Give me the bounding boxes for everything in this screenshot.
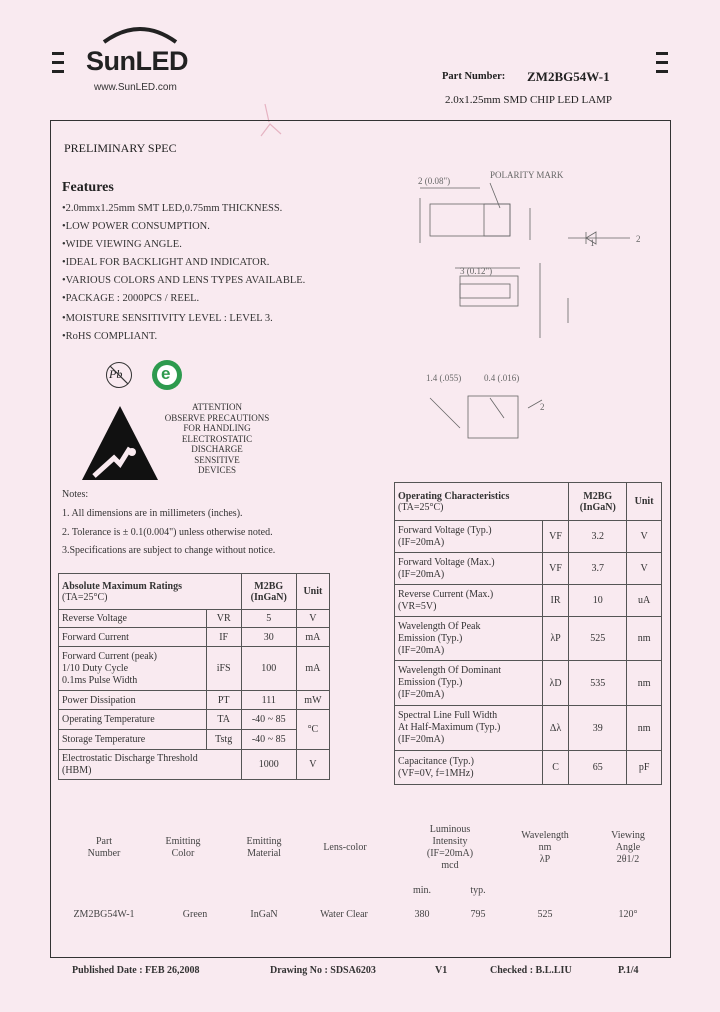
abs-max-col-m-sub: (InGaN) — [250, 591, 287, 603]
abs-max-condition: (TA=25°C) — [62, 591, 108, 603]
part-number: ZM2BG54W-1 — [527, 69, 610, 84]
dimension-label: 2 (0.08") — [418, 176, 451, 186]
value-cell: 1000 — [241, 750, 296, 780]
symbol-cell: iFS — [206, 647, 241, 691]
param-cell: Forward Voltage (Typ.) (IF=20mA) — [395, 521, 543, 553]
symbol-cell: λD — [542, 661, 569, 706]
value-cell: -40 ~ 85 — [241, 710, 296, 730]
symbol-cell: Tstg — [206, 730, 241, 750]
table-row — [395, 751, 662, 785]
features-heading: Features — [62, 180, 114, 195]
symbol-cell: TA — [206, 710, 241, 730]
table-row — [59, 730, 330, 750]
param-cell: Forward Voltage (Max.) (IF=20mA) — [395, 553, 543, 585]
abs-max-col-m — [241, 574, 296, 610]
feature-item: •IDEAL FOR BACKLIGHT AND INDICATOR. — [62, 257, 270, 268]
op-char-title: Operating Characteristics — [398, 490, 510, 502]
value-cell: 525 — [569, 617, 627, 661]
op-char-col-m — [569, 483, 627, 521]
symbol-cell: VF — [542, 553, 569, 585]
esd-line: DISCHARGE — [191, 444, 243, 454]
value-cell: 100 — [241, 647, 296, 691]
operating-characteristics-table — [394, 482, 662, 785]
table-row — [59, 647, 330, 691]
unit-cell: nm — [627, 617, 662, 661]
param-cell: Wavelength Of Peak Emission (Typ.) (IF=20mA) — [395, 617, 543, 661]
table-row — [395, 553, 662, 585]
logo-arc-icon — [100, 22, 180, 44]
param-cell: Storage Temperature — [59, 730, 207, 750]
param-cell: Reverse Voltage — [59, 610, 207, 628]
part-col-header: Part Number — [87, 836, 121, 859]
part-cell: Water Clear — [320, 909, 368, 920]
esd-line: FOR HANDLING — [183, 423, 251, 433]
symbol-cell: IF — [206, 628, 241, 647]
unit-cell: °C — [296, 710, 329, 750]
unit-cell: mA — [296, 628, 329, 647]
param-cell: Reverse Current (Max.) (VR=5V) — [395, 585, 543, 617]
symbol-cell: IR — [542, 585, 569, 617]
package-drawing — [400, 168, 660, 448]
luminous-min-label: min. — [412, 885, 432, 896]
version: V1 — [435, 965, 448, 976]
part-col-header: Viewing Angle 2θ1/2 — [611, 830, 645, 865]
polarity-mark-label: POLARITY MARK — [490, 170, 564, 180]
website-url: www.SunLED.com — [94, 82, 177, 93]
op-char-title-cell — [395, 483, 569, 521]
feature-item: •MOISTURE SENSITIVITY LEVEL : LEVEL 3. — [62, 313, 273, 324]
param-cell: Forward Current (peak) 1/10 Duty Cycle 0.1ms Pulse Width — [59, 647, 207, 691]
unit-cell: uA — [627, 585, 662, 617]
symbol-cell: PT — [206, 691, 241, 710]
part-col-header: Emitting Color — [165, 836, 201, 859]
feature-item: •VARIOUS COLORS AND LENS TYPES AVAILABLE. — [62, 275, 306, 286]
esd-line: ATTENTION — [192, 402, 242, 412]
esd-line: SENSITIVE — [194, 454, 240, 465]
feature-item: •RoHS COMPLIANT. — [62, 331, 158, 342]
param-cell: Electrostatic Discharge Threshold (HBM) — [59, 750, 242, 780]
absolute-max-table — [58, 573, 330, 780]
esd-warning-icon — [80, 402, 160, 482]
value-cell: 535 — [569, 661, 627, 706]
part-number-label: Part Number: — [442, 71, 506, 82]
op-char-col-unit: Unit — [627, 483, 662, 521]
value-cell: 111 — [241, 691, 296, 710]
value-cell: 5 — [241, 610, 296, 628]
feature-item: •LOW POWER CONSUMPTION. — [62, 221, 210, 232]
notes-heading: Notes: — [62, 489, 89, 500]
svg-text:2: 2 — [540, 402, 545, 412]
symbol-cell: VR — [206, 610, 241, 628]
unit-cell: pF — [627, 751, 662, 785]
svg-text:2: 2 — [636, 234, 641, 244]
table-row — [59, 750, 330, 780]
feature-item: •WIDE VIEWING ANGLE. — [62, 239, 182, 250]
drawing-number: Drawing No : SDSA6203 — [270, 965, 376, 976]
unit-cell: nm — [627, 706, 662, 751]
feature-item: •PACKAGE : 2000PCS / REEL. — [62, 293, 200, 304]
table-row — [395, 585, 662, 617]
table-row — [395, 661, 662, 706]
product-subtitle: 2.0x1.25mm SMD CHIP LED LAMP — [445, 94, 613, 106]
symbol-cell: C — [542, 751, 569, 785]
esd-line: DEVICES — [198, 465, 236, 475]
value-cell: 3.2 — [569, 521, 627, 553]
value-cell: -40 ~ 85 — [241, 730, 296, 750]
value-cell: 10 — [569, 585, 627, 617]
part-cell: 120° — [618, 909, 638, 920]
param-cell: Spectral Line Full Width At Half-Maximum (Typ.) (IF=20mA) — [395, 706, 543, 751]
note-item: 2. Tolerance is ± 0.1(0.004") unless otherwise noted. — [62, 527, 273, 538]
op-char-condition: (TA=25°C) — [398, 501, 444, 513]
svg-text:1: 1 — [590, 238, 595, 248]
value-cell: 3.7 — [569, 553, 627, 585]
abs-max-col-m-label: M2BG — [254, 580, 284, 592]
symbol-cell: VF — [542, 521, 569, 553]
rohs-e-label: e — [161, 364, 171, 383]
pb-label: Pb — [109, 367, 123, 381]
dimension-label: 0.4 (.016) — [484, 373, 520, 383]
esd-line: ELECTROSTATIC — [181, 433, 253, 444]
table-row — [59, 691, 330, 710]
param-cell: Power Dissipation — [59, 691, 207, 710]
value-cell: 65 — [569, 751, 627, 785]
symbol-cell: Δλ — [542, 706, 569, 751]
unit-cell: V — [627, 553, 662, 585]
op-char-col-m-sub: (InGaN) — [579, 501, 616, 513]
table-row — [59, 610, 330, 628]
param-cell: Operating Temperature — [59, 710, 207, 730]
part-cell: InGaN — [250, 909, 278, 920]
dimension-label: 1.4 (.055) — [426, 373, 462, 383]
part-col-header: Luminous Intensity (IF=20mA) mcd — [426, 824, 474, 871]
abs-max-title: Absolute Maximum Ratings — [62, 580, 183, 592]
value-cell: 30 — [241, 628, 296, 647]
slash-icon — [107, 363, 131, 387]
published-date: Published Date : FEB 26,2008 — [72, 965, 200, 976]
part-cell: 525 — [537, 909, 553, 920]
note-item: 3.Specifications are subject to change without notice. — [62, 545, 276, 556]
param-cell: Forward Current — [59, 628, 207, 647]
pb-free-badge — [106, 362, 132, 388]
page-number: P.1/4 — [618, 965, 639, 976]
param-cell: Capacitance (Typ.) (VF=0V, f=1MHz) — [395, 751, 543, 785]
note-item: 1. All dimensions are in millimeters (inches). — [62, 508, 243, 519]
part-cell: 795 — [470, 909, 486, 920]
table-row — [395, 706, 662, 751]
param-cell: Wavelength Of Dominant Emission (Typ.) (IF=20mA) — [395, 661, 543, 706]
table-row — [395, 521, 662, 553]
value-cell: 39 — [569, 706, 627, 751]
part-col-header: Wavelength nm λP — [521, 830, 569, 865]
unit-cell: mA — [296, 647, 329, 691]
table-row — [59, 710, 330, 730]
luminous-typ-label: typ. — [470, 885, 486, 896]
table-row — [59, 628, 330, 647]
unit-cell: mW — [296, 691, 329, 710]
table-row — [395, 617, 662, 661]
rohs-badge — [152, 360, 182, 390]
abs-max-col-unit: Unit — [296, 574, 329, 610]
logo: SunLED — [86, 46, 188, 76]
part-col-header: Emitting Material — [246, 836, 282, 859]
esd-line: OBSERVE PRECAUTIONS — [164, 412, 270, 423]
dimension-label: 3 (0.12") — [460, 266, 493, 276]
part-col-header: Lens-color — [323, 842, 367, 853]
abs-max-title-cell — [59, 574, 242, 610]
symbol-cell: λP — [542, 617, 569, 661]
part-cell: 380 — [414, 909, 430, 920]
unit-cell: nm — [627, 661, 662, 706]
unit-cell: V — [296, 610, 329, 628]
op-char-col-m-label: M2BG — [583, 490, 613, 502]
spec-title: PRELIMINARY SPEC — [64, 141, 177, 155]
unit-cell: V — [296, 750, 329, 780]
part-cell: Green — [182, 909, 208, 920]
unit-cell: V — [627, 521, 662, 553]
esd-caution-text — [162, 402, 272, 476]
part-cell: ZM2BG54W-1 — [73, 909, 135, 920]
feature-item: •2.0mmx1.25mm SMT LED,0.75mm THICKNESS. — [62, 203, 283, 214]
checked-by: Checked : B.L.LIU — [490, 965, 572, 976]
